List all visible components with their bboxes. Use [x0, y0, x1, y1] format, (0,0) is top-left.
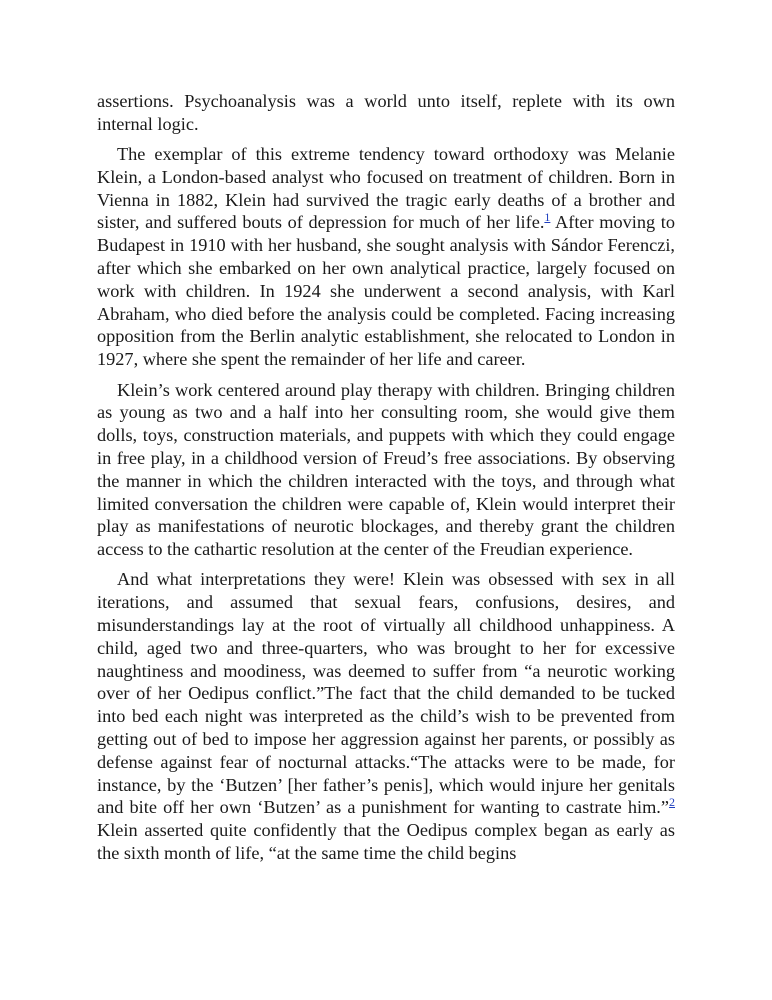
footnote-link-2[interactable]: 2 [669, 795, 675, 810]
paragraph-4 [97, 568, 675, 864]
paragraph-4-text-before: And what interpretations they were! Klein was obsessed with sex in all iterations, and assumed that sexual fears, confusions, desires, and misunderstandings lay at the root of virtually all childhood unhappiness. A child, aged two and three-quarters, who was brought to her for excessive naughtiness and moodiness, was deemed to suffer from “a neurotic working over of her Oedipus conflict.”The fact that the child demanded to be tucked into bed each night was interpreted as the child’s wish to be prevented from getting out of bed to impose her aggression against her parents, or possibly as defense against fear of nocturnal attacks.“The attacks were to be made, for instance, by the ‘Butzen’ [her father’s penis], which would injure her genitals and bite off her own ‘Butzen’ as a punishment for wanting to castrate him.” [97, 569, 675, 818]
paragraph-3: Klein’s work centered around play therapy with children. Bringing children as young as two and a half into her consulting room, she would give them dolls, toys, construction materials, and puppets with which they could engage in free play, in a childhood version of Freud’s free associations. By observing the manner in which the children interacted with the toys, and through what limited conversation the children were capable of, Klein would interpret their play as manifestations of neurotic blockages, and thereby grant the children access to the cathartic resolution at the center of the Freudian experience. [97, 379, 675, 560]
paragraph-2 [97, 143, 675, 371]
paragraph-1: assertions. Psychoanalysis was a world unto itself, replete with its own internal logic. [97, 91, 675, 134]
book-page [97, 90, 675, 865]
paragraph-2-text-after: After moving to Budapest in 1910 with her husband, she sought analysis with Sándor Ferenczi, after which she embarked on her own analytical practice, largely focused on work with children. In 1924 she underwent a second analysis, with Karl Abraham, who died before the analysis could be completed. Facing increasing opposition from the Berlin analytic establishment, she relocated to London in 1927, where she spent the remainder of her life and career. [97, 212, 675, 370]
paragraph-4-text-after: Klein asserted quite confidently that the Oedipus complex began as early as the sixth month of life, “at the same time the child begins [97, 820, 675, 863]
footnote-link-1[interactable]: 1 [544, 210, 551, 225]
paragraph-2-text-before: The exemplar of this extreme tendency toward orthodoxy was Melanie Klein, a London-based analyst who focused on treatment of children. Born in Vienna in 1882, Klein had survived the tragic early deaths of a brother and sister, and suffered bouts of depression for much of her life. [97, 144, 675, 233]
